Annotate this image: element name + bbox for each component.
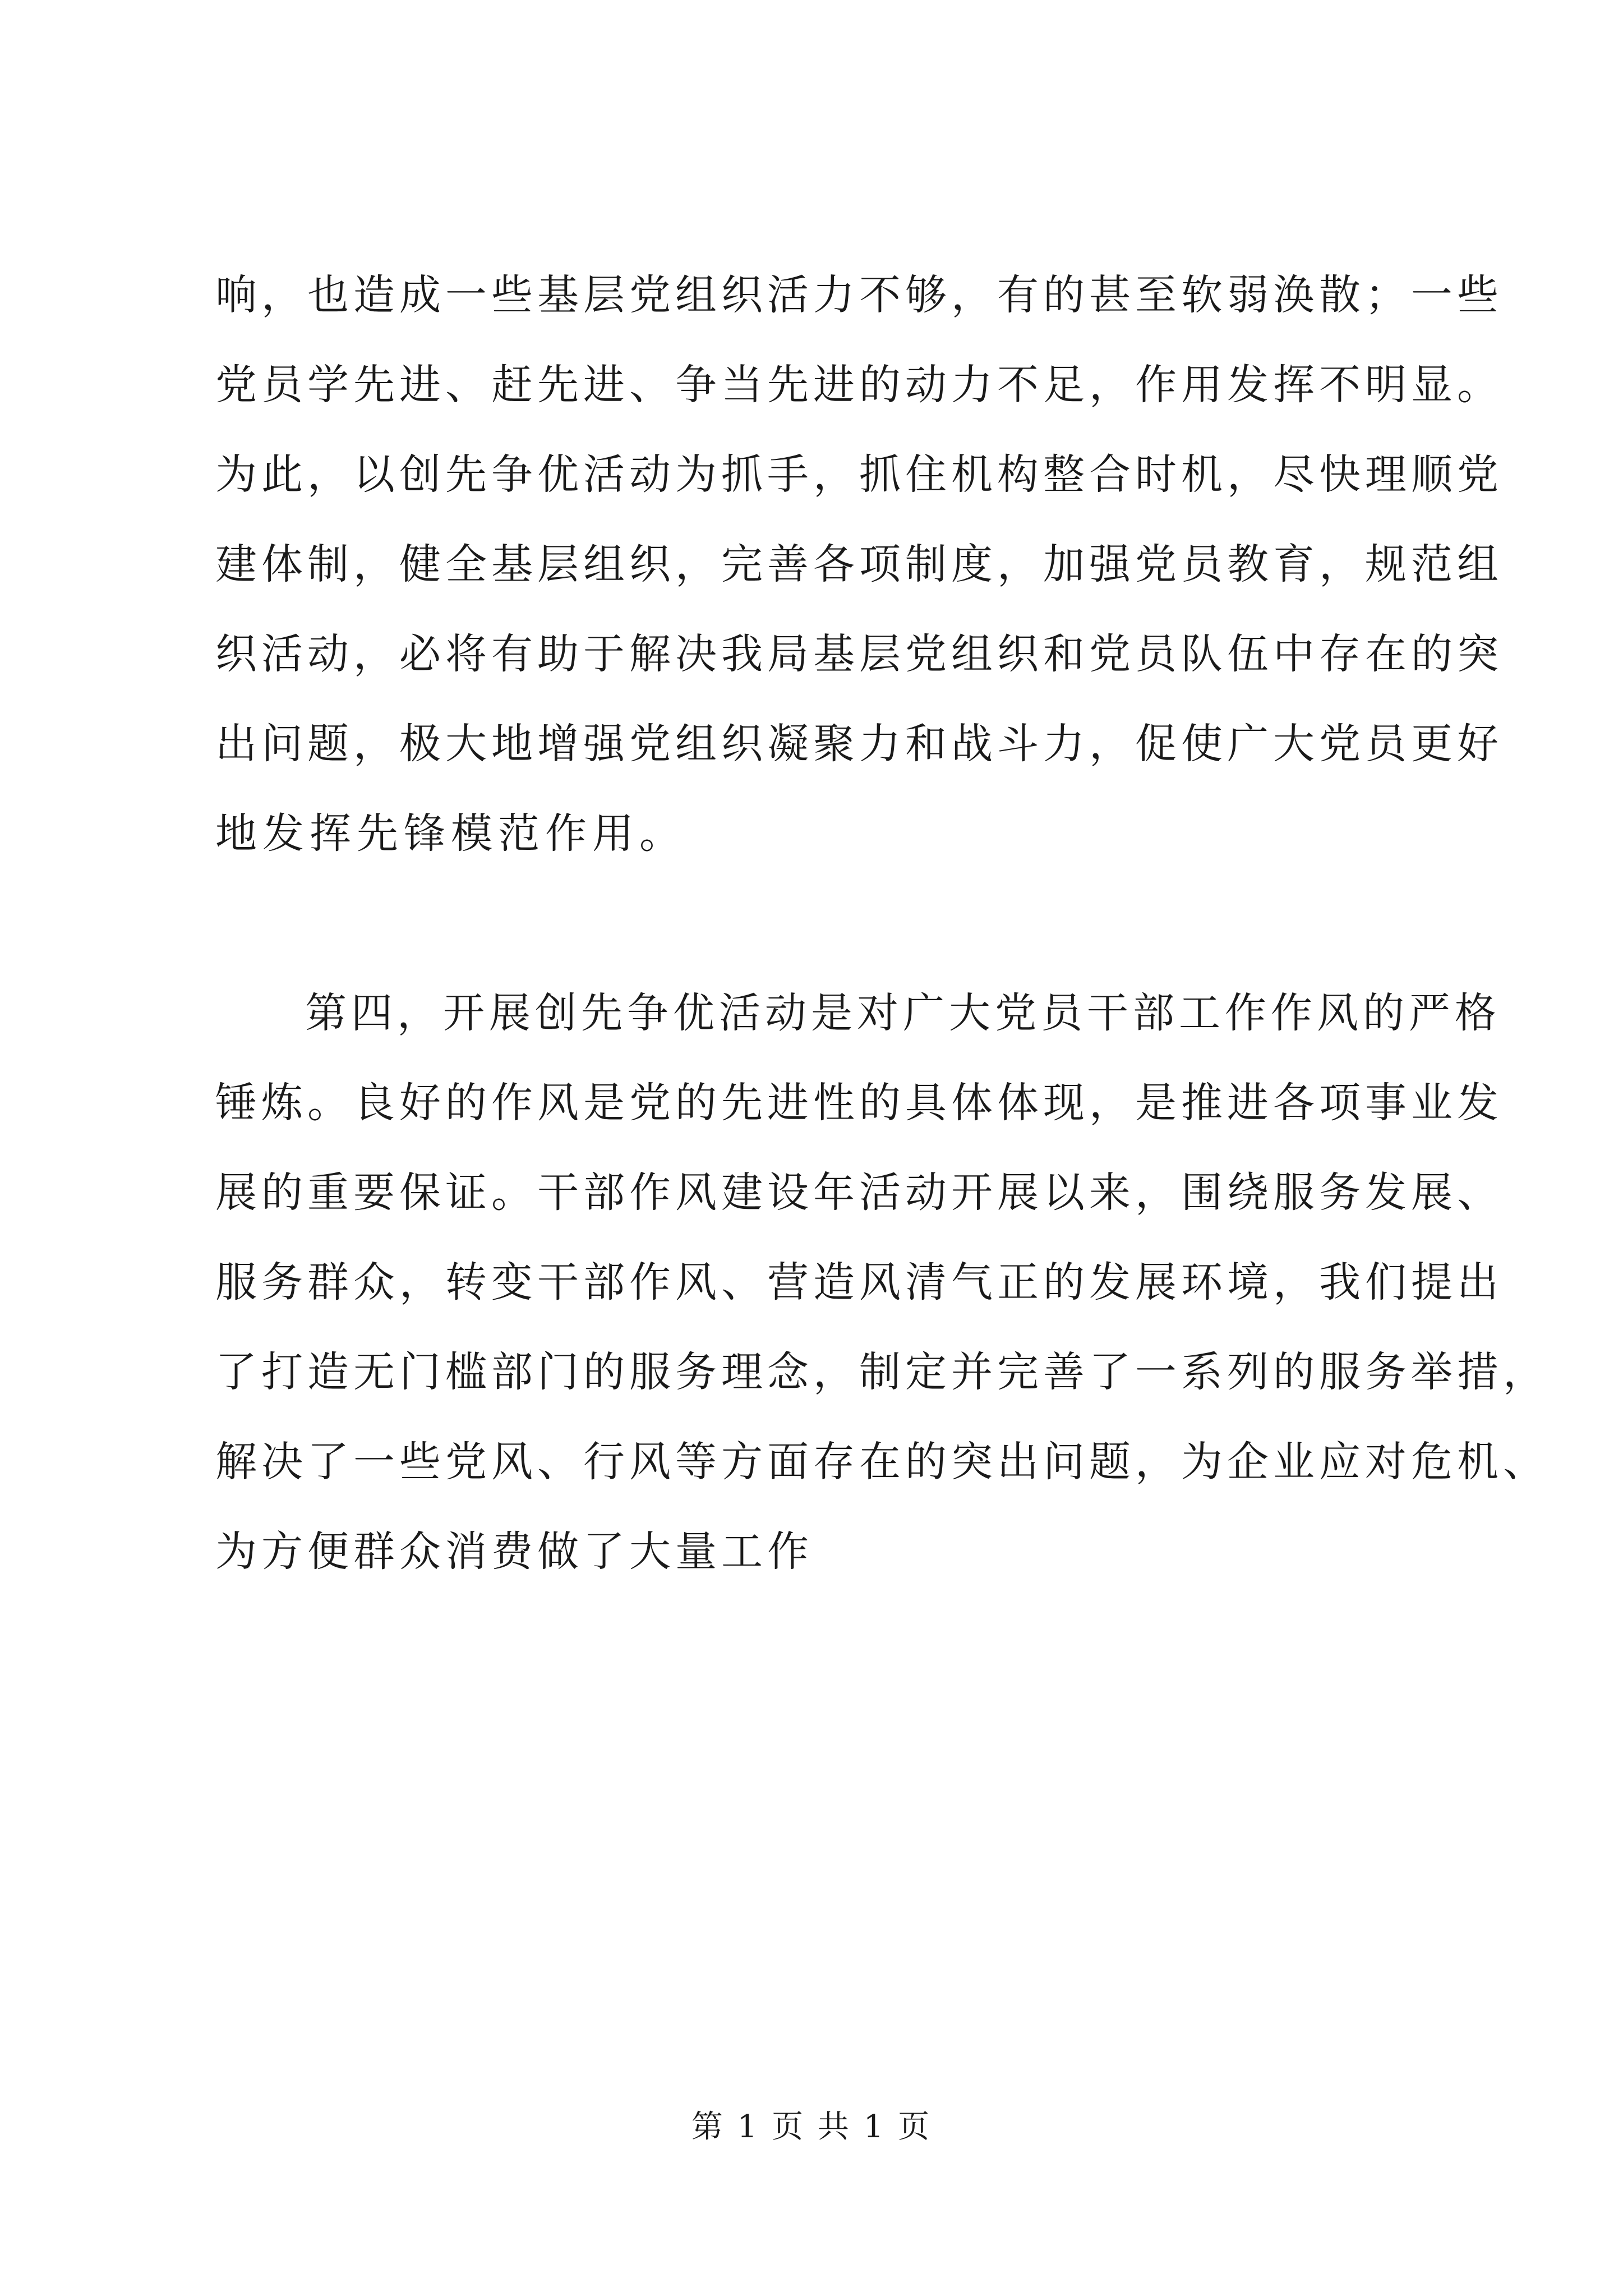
body-text-line: 织活动，必将有助于解决我局基层党组织和党员队伍中存在的突	[215, 630, 1503, 678]
body-text-line: 出问题，极大地增强党组织凝聚力和战斗力，促使广大党员更好	[215, 720, 1503, 768]
paragraph-start-line: 第四，开展创先争优活动是对广大党员干部工作作风的严格	[305, 989, 1501, 1037]
body-text-line: 党员学先进、赶先进、争当先进的动力不足，作用发挥不明显。	[215, 361, 1503, 409]
body-text-line: 展的重要保证。干部作风建设年活动开展以来，围绕服务发展、	[215, 1168, 1503, 1217]
page-footer: 第 1 页 共 1 页	[691, 2109, 932, 2145]
body-text-line: 解决了一些党风、行风等方面存在的突出问题，为企业应对危机、	[215, 1438, 1549, 1486]
body-text-line: 为方便群众消费做了大量工作	[215, 1527, 813, 1576]
body-text-line: 锤炼。良好的作风是党的先进性的具体体现，是推进各项事业发	[215, 1079, 1503, 1127]
body-text-line: 建体制，健全基层组织，完善各项制度，加强党员教育，规范组	[215, 540, 1503, 588]
body-text-line: 地发挥先锋模范作用。	[215, 809, 686, 858]
body-text-line: 服务群众，转变干部作风、营造风清气正的发展环境，我们提出	[215, 1258, 1503, 1306]
body-text-line: 响，也造成一些基层党组织活力不够，有的甚至软弱涣散；一些	[215, 271, 1503, 319]
body-text-line: 了打造无门槛部门的服务理念，制定并完善了一系列的服务举措，	[215, 1348, 1549, 1396]
body-text-line: 为此，以创先争优活动为抓手，抓住机构整合时机，尽快理顺党	[215, 450, 1503, 499]
